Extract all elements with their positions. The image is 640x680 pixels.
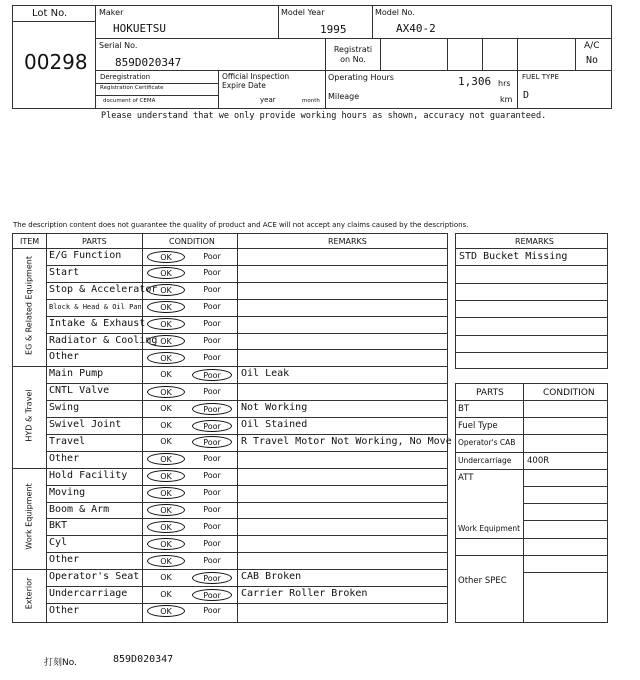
part-label: Block & Head & Oil Pan xyxy=(49,302,142,311)
row-divider xyxy=(46,417,448,418)
ok-mark-selected: OK xyxy=(147,487,185,499)
poor-mark: Poor xyxy=(203,606,221,616)
group-label: EG & Related Equipment xyxy=(24,256,34,356)
poor-mark-selected: Poor xyxy=(192,589,232,601)
poor-mark: Poor xyxy=(203,285,221,295)
remarks-row-divider xyxy=(455,300,608,301)
poor-mark: Poor xyxy=(203,302,221,312)
lot-label: Lot No. xyxy=(32,8,68,19)
ac-value: No xyxy=(586,55,599,66)
ok-mark: OK xyxy=(160,572,172,582)
serial-value: 859D020347 xyxy=(115,56,182,69)
poor-mark-selected: Poor xyxy=(192,369,232,381)
ok-mark-selected: OK xyxy=(147,470,185,482)
row-divider xyxy=(46,299,448,300)
group-label: HYD & Travel xyxy=(24,389,34,442)
remarks-row-divider xyxy=(455,283,608,284)
parts-row-divider xyxy=(455,469,608,470)
parts-row-divider xyxy=(523,486,608,487)
parts-row-divider xyxy=(455,538,608,539)
remarks-row-divider xyxy=(455,317,608,318)
part-label: Operator's Seat xyxy=(49,571,140,583)
row-remark: Oil Leak xyxy=(241,368,290,380)
right-part-label: Other SPEC xyxy=(458,576,507,586)
group-label: Work Equipment xyxy=(24,483,34,551)
ok-mark-selected: OK xyxy=(147,453,185,465)
poor-mark: Poor xyxy=(203,386,221,396)
ok-mark-selected: OK xyxy=(147,504,185,516)
poor-mark: Poor xyxy=(203,454,221,464)
lot-value: 00298 xyxy=(24,50,88,74)
km-label: km xyxy=(500,95,513,104)
cema-label: document of CEMA xyxy=(103,98,156,104)
row-remark: Carrier Roller Broken xyxy=(241,588,368,599)
ok-mark: OK xyxy=(160,437,172,447)
row-divider xyxy=(46,502,448,503)
part-label: Other xyxy=(49,604,80,616)
header-frame xyxy=(12,5,612,109)
ok-mark-selected: OK xyxy=(147,301,185,313)
poor-mark: Poor xyxy=(203,555,221,565)
row-divider xyxy=(12,569,448,570)
row-remark: Oil Stained xyxy=(241,419,308,430)
row-divider xyxy=(46,265,448,266)
col-item-header: ITEM xyxy=(20,237,40,246)
part-label: Main Pump xyxy=(49,368,104,380)
ok-mark: OK xyxy=(160,420,172,430)
parts-row-divider xyxy=(455,452,608,453)
part-label: Travel xyxy=(49,435,86,447)
month-label: month xyxy=(302,98,320,104)
parts-row-divider xyxy=(455,417,608,418)
right-condition-header: CONDITION xyxy=(543,388,595,398)
poor-mark: Poor xyxy=(203,319,221,329)
row-divider xyxy=(46,333,448,334)
ok-mark-selected: OK xyxy=(147,251,185,263)
poor-mark-selected: Poor xyxy=(192,436,232,448)
ok-mark-selected: OK xyxy=(147,555,185,567)
poor-mark: Poor xyxy=(203,352,221,362)
ac-label: A/C xyxy=(584,41,600,51)
operating-hours-value: 1,306 xyxy=(458,75,492,88)
poor-mark: Poor xyxy=(203,505,221,514)
model-year-label: Model Year xyxy=(281,8,325,17)
ok-mark: OK xyxy=(160,589,172,599)
part-label: Undercarriage xyxy=(49,588,128,599)
poor-mark: Poor xyxy=(203,268,221,278)
part-label: Other xyxy=(49,351,80,363)
right-part-label: Work Equipment xyxy=(458,524,521,534)
parts-row-divider xyxy=(523,572,608,573)
ok-mark-selected: OK xyxy=(147,267,185,279)
row-divider xyxy=(12,468,448,469)
right-part-label: Operator's CAB xyxy=(458,438,516,448)
official-inspection-label: Official Inspection Expire Date xyxy=(222,72,290,90)
part-label: Hold Facility xyxy=(49,469,128,481)
col-remarks-header: REMARKS xyxy=(328,237,367,246)
part-label: Stop & Accelerator xyxy=(49,283,158,295)
ok-mark: OK xyxy=(160,369,172,379)
poor-mark-selected: Poor xyxy=(192,572,232,584)
poor-mark-selected: Poor xyxy=(192,420,232,432)
row-divider xyxy=(46,451,448,452)
part-label: Other xyxy=(49,452,80,464)
poor-mark-selected: Poor xyxy=(192,403,232,415)
fuel-type-value: D xyxy=(523,90,530,101)
mileage-label: Mileage xyxy=(328,92,360,101)
row-divider xyxy=(46,518,448,519)
row-divider xyxy=(46,603,448,604)
hours-notice: Please understand that we only provide working hours as shown, accuracy not guaranteed. xyxy=(101,111,547,121)
row-remark: R Travel Motor Not Working, No Move xyxy=(241,435,452,447)
reg-cert-label: Registration Certificate xyxy=(100,85,164,91)
operating-hours-label: Operating Hours xyxy=(328,73,394,82)
right-parts-header: PARTS xyxy=(476,388,504,398)
deregistration-label: Deregistration xyxy=(100,73,151,81)
row-divider xyxy=(46,282,448,283)
parts-row-divider xyxy=(455,555,608,556)
ok-mark-selected: OK xyxy=(147,521,185,533)
ok-mark-selected: OK xyxy=(147,538,185,550)
right-remark-text: STD Bucket Missing xyxy=(459,251,568,262)
year-label: year xyxy=(260,96,276,104)
part-label: Radiator & Cooling xyxy=(49,334,158,346)
maker-value: HOKUETSU xyxy=(113,22,166,35)
ok-mark-selected: OK xyxy=(147,284,185,296)
part-label: Intake & Exhaust xyxy=(49,317,146,329)
row-divider xyxy=(46,586,448,587)
part-label: Boom & Arm xyxy=(49,503,110,515)
row-remark: Not Working xyxy=(241,402,308,414)
remarks-row-divider xyxy=(455,335,608,336)
right-part-label: Undercarriage xyxy=(458,455,512,465)
poor-mark: Poor xyxy=(203,538,221,548)
disclaimer: The description content does not guarantee the quality of product and ACE will not accept any claims caused by the descriptions. xyxy=(13,221,469,229)
group-label: Exterior xyxy=(24,577,34,609)
right-part-label: ATT xyxy=(458,472,474,483)
row-divider xyxy=(12,366,448,367)
part-label: E/G Function xyxy=(49,250,122,261)
fuel-type-label: FUEL TYPE xyxy=(522,73,559,81)
poor-mark: Poor xyxy=(203,471,221,481)
part-label: Start xyxy=(49,266,80,278)
row-divider xyxy=(46,485,448,486)
poor-mark: Poor xyxy=(203,521,221,531)
ok-mark-selected: OK xyxy=(147,352,185,364)
maker-label: Maker xyxy=(99,8,124,17)
ok-mark-selected: OK xyxy=(147,386,185,398)
footer-label: 打刻No. xyxy=(44,658,77,668)
part-label: Swivel Joint xyxy=(49,419,122,430)
row-divider xyxy=(46,316,448,317)
part-label: Other xyxy=(49,554,80,566)
poor-mark: Poor xyxy=(203,488,221,498)
right-part-label: Fuel Type xyxy=(458,421,498,432)
parts-row-divider xyxy=(523,520,608,521)
ok-mark-selected: OK xyxy=(147,605,185,617)
serial-label: Serial No. xyxy=(99,41,138,50)
registration-label: Registrati on No. xyxy=(333,45,373,64)
ok-mark-selected: OK xyxy=(147,318,185,330)
row-divider xyxy=(46,552,448,553)
footer-value: 859D020347 xyxy=(113,654,174,665)
right-part-label: BT xyxy=(458,404,470,414)
part-label: BKT xyxy=(49,520,68,532)
part-label: CNTL Valve xyxy=(49,385,110,397)
part-label: Cyl xyxy=(49,537,68,549)
row-divider xyxy=(46,434,448,435)
parts-row-divider xyxy=(523,503,608,504)
row-divider xyxy=(46,349,448,350)
part-label: Swing xyxy=(49,402,80,414)
row-remark: CAB Broken xyxy=(241,571,302,583)
model-no-value: AX40-2 xyxy=(396,22,436,35)
remarks-row-divider xyxy=(455,352,608,353)
ok-mark-selected: OK xyxy=(147,335,185,347)
row-divider xyxy=(46,400,448,401)
col-parts-header: PARTS xyxy=(82,237,107,246)
col-condition-header: CONDITION xyxy=(169,237,215,246)
poor-mark: Poor xyxy=(203,251,221,261)
parts-row-divider xyxy=(455,434,608,435)
remarks-row-divider xyxy=(455,265,608,266)
model-no-label: Model No. xyxy=(375,8,415,17)
row-divider xyxy=(46,383,448,384)
row-divider xyxy=(46,535,448,536)
poor-mark: Poor xyxy=(203,336,221,345)
model-year-value: 1995 xyxy=(320,23,347,36)
right-condition-value: 400R xyxy=(527,455,550,466)
part-label: Moving xyxy=(49,486,86,498)
right-remarks-header: REMARKS xyxy=(515,237,554,246)
hrs-label: hrs xyxy=(498,79,511,88)
ok-mark: OK xyxy=(160,403,172,413)
